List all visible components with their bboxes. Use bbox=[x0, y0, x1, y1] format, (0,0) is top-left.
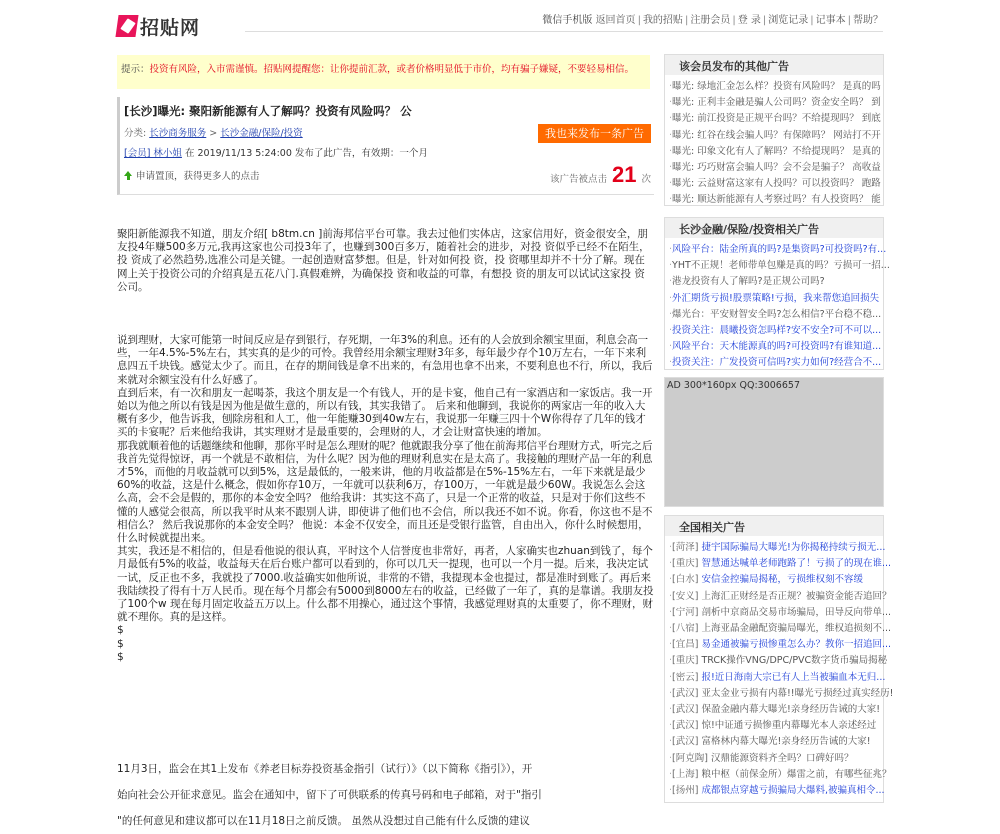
risk-notice bbox=[117, 55, 650, 89]
national-ad-link[interactable]: · [武汉] 保盈金融内幕大曝光!亲身经历告诫的大家! bbox=[669, 702, 879, 718]
nav-my-posts[interactable]: 我的招贴 bbox=[642, 15, 683, 26]
national-ad-link[interactable]: · [武汉] 亚太金业亏损有内幕!!曝光亏损经过真实经历! bbox=[669, 686, 879, 702]
national-ad-link[interactable]: · [武汉] 惊!中证通亏损惨重内幕曝光本人亲述经过 bbox=[669, 718, 879, 734]
nav-help[interactable]: 帮助？ bbox=[853, 15, 883, 26]
national-ad-link[interactable]: · [重庆] 智慧通达喊单老师跑路了！亏损了的现在谁... bbox=[669, 556, 879, 572]
panel-title: 长沙金融/保险/投资相关广告 bbox=[665, 218, 883, 238]
apply-top-link[interactable] bbox=[124, 168, 260, 182]
ad-placeholder-text: AD 300*160px QQ:3006657 bbox=[667, 380, 800, 391]
nav-history[interactable]: 浏览记录 bbox=[768, 15, 809, 26]
national-ad-link[interactable]: · [扬州] 成都银点穿越亏损骗局大爆料,被骗真相令... bbox=[669, 783, 879, 799]
nav-home[interactable]: 返回首页 bbox=[595, 15, 636, 26]
apply-top-text: 申请置顶，获得更多人的点击 bbox=[136, 171, 260, 182]
clicks-prefix: 该广告被点击 bbox=[549, 174, 607, 185]
national-ad-link[interactable]: · [宜昌] 易金通被骗亏损惨重怎么办？教你一招追回... bbox=[669, 637, 879, 653]
notice-label: 提示： bbox=[121, 64, 150, 75]
national-ads-panel bbox=[664, 515, 894, 803]
logo-icon bbox=[115, 15, 138, 37]
panel-title: 该会员发布的其他广告 bbox=[665, 55, 883, 75]
member-ad-link[interactable]: · 曝光: 印象文化有人了解吗？不给提现吗？ 是真的 bbox=[669, 144, 879, 160]
poster-link[interactable]: [会员] 林小姐 bbox=[124, 148, 182, 159]
national-ad-link[interactable]: · [重庆] TRCK操作VNG/DPC/PVC数字货币骗局揭秘 bbox=[669, 653, 879, 669]
category-link-finance[interactable]: 长沙金融/保险/投资 bbox=[220, 128, 303, 139]
national-ad-link[interactable]: · [安义] 上海汇正财经是否正规？被骗资金能否追回？ bbox=[669, 589, 879, 605]
article-paragraph: 其实，我还是不相信的，但是看他说的很认真，平时这个人信誉度也非常好，再者，人家确实也zhuan到钱了，每个月最低有5%的收益，收益每天在后台账户都可以看到的，你可以几天一提现，也可以一个月一提。后来，我决定试一试，反正也不多，我就投了7000.收益确实如他所说，非常的不错，我提现本金也提过，都是准时到账了。再后来我陆续投了得有十万人民币。现在每个月都会有5000到8000左右的收益，已经做了一年了，真的是靠谱。我朋友投了100个w 现在每月固定收益五万以上。什么都不用操心，通过这个事情，我感觉理财真的太重要了，你不理财，财就不理你。真的是这样。 bbox=[117, 545, 654, 624]
category-link-business[interactable]: 长沙商务服务 bbox=[149, 128, 207, 139]
article-paragraph: 始向社会公开征求意见。监会在通知中，留下了可供联系的传真号码和电子邮箱，对于"指引 bbox=[117, 789, 542, 802]
member-ad-link[interactable]: · 曝光: 正利丰金融是骗人公司吗？资金安全吗？ 到 bbox=[669, 95, 879, 111]
ad-banner-placeholder[interactable] bbox=[664, 377, 884, 507]
nav-register[interactable]: 注册会员 bbox=[690, 15, 731, 26]
related-ad-link[interactable]: · YHT不正规！老师带单包赚是真的吗？亏损可一招... bbox=[669, 258, 879, 274]
ad-title: [长沙]曝光: 聚阳新能源有人了解吗？投资有风险吗？ 公 bbox=[124, 104, 412, 118]
dollar-line: $ bbox=[117, 650, 124, 663]
related-ad-link[interactable]: · 投资关注：广发投资可信吗?实力如何?经营合不... bbox=[669, 355, 879, 371]
top-nav: 微信手机版 返回首页 | 我的招贴 | 注册会员 | 登 录 | 浏览记录 | 记事本 | 帮助？ bbox=[542, 15, 883, 26]
dollar-line: $ bbox=[117, 637, 124, 650]
nav-login[interactable]: 登 录 bbox=[737, 15, 761, 26]
national-ad-link[interactable]: · [密云] 报!近日海南大宗已有人上当被骗血本无归... bbox=[669, 670, 879, 686]
article-paragraph: 说到理财，大家可能第一时间反应是存到银行，存死期，一年3%的利息。还有的人会放到余额宝里面，利息会高一些，一年4.5%-5%左右，其实真的是少的可怜。我曾经用余额宝理财3年多，每年最少存个10万左右，一年下来利息四五千块钱。感觉太少了。而且，在存的期间钱是拿不出来的，有急用也拿不出来，不要利息也不行，所以，我后来就对余额宝没有什么好感了。 bbox=[117, 334, 653, 386]
related-ad-link[interactable]: · 外汇期货亏损!股票策略!亏损，我来帮您追回损失 bbox=[669, 291, 879, 307]
national-ad-link[interactable]: · [宁河] 剖析中京商品交易市场骗局，田导反向带单... bbox=[669, 605, 879, 621]
header-divider bbox=[245, 31, 883, 32]
site-logo[interactable] bbox=[117, 12, 217, 40]
member-ad-link[interactable]: · 曝光: 巧巧财富会骗人吗？会不会是骗子？ 高收益 bbox=[669, 160, 879, 176]
related-ad-link[interactable]: · 港龙投资有人了解吗?是正规公司吗? bbox=[669, 274, 879, 290]
member-ad-link[interactable]: · 曝光: 顺达新能源有人考察过吗？有人投资吗？ 能 bbox=[669, 192, 879, 208]
national-ad-link[interactable]: · [白水] 安信金控骗局揭秘，亏损维权刻不容缓 bbox=[669, 572, 879, 588]
article-paragraph: 11月3日，监会在其1上发布《养老目标券投资基金指引（试行）》（以下简称《指引》），开 bbox=[117, 763, 533, 776]
member-other-ads-panel bbox=[664, 54, 884, 206]
ad-info-box bbox=[117, 97, 654, 195]
clicks-count: 21 bbox=[612, 162, 637, 187]
member-ad-link[interactable]: · 曝光: 绿地汇金怎么样？投资有风险吗？ 是真的吗 bbox=[669, 79, 879, 95]
nav-wechat-mobile[interactable]: 微信手机版 bbox=[542, 15, 593, 26]
panel-title: 全国相关广告 bbox=[665, 516, 883, 536]
publish-ad-button[interactable]: 我也来发布一条广告 bbox=[538, 124, 651, 143]
breadcrumb-separator: > bbox=[209, 128, 218, 139]
notice-text: 投资有风险，入市需谨慎。招贴网提醒您：让你提前汇款，或者价格明显低于市价，均有骗子嫌疑，不要轻易相信。 bbox=[149, 64, 635, 75]
logo-text: 招贴网 bbox=[140, 16, 201, 39]
related-ads-panel bbox=[664, 217, 890, 370]
national-ad-link[interactable]: · [八宿] 上海亚晶金融配资骗局曝光，维权追损刻不... bbox=[669, 621, 879, 637]
arrow-up-icon bbox=[124, 171, 132, 176]
poster-info bbox=[124, 145, 428, 159]
article-paragraph: 聚阳新能源我不知道，朋友介绍[ b8tm.cn ]前海邦信平台可靠。我去过他们实体店，这家信用好，资金很安全，朋友投4年赚500多万元,我再这家也公司投3年了，也赚到300百多万，随着社会的进步，对投 资似乎已经不在陌生，投 资成了必然趋势,选准公司是关键。一起创造财富梦想。但是，针对如何投 资，投 资哪里却并不十分了解。现在网上关于投资公司的介绍真是五花八门.真假难辨，为确保投 资和收益的可靠，有想投 资的朋友可以试试这家投 资公司。 bbox=[117, 228, 650, 293]
nav-notebook[interactable]: 记事本 bbox=[815, 15, 846, 26]
national-ad-link[interactable]: · [阿克陶] 汉鼎能源资料齐全吗？口碑好吗？ bbox=[669, 751, 879, 767]
breadcrumb bbox=[124, 125, 303, 139]
member-ad-link[interactable]: · 曝光: 红谷在线会骗人吗？有保障吗？ 网站打不开 bbox=[669, 128, 879, 144]
post-date-info: 在 2019/11/13 5:24:00 发布了此广告，有效期：一个月 bbox=[184, 148, 428, 159]
related-ad-link[interactable]: · 爆光台：平安财智安全吗?怎么相信?平台稳不稳... bbox=[669, 307, 879, 323]
article-body bbox=[117, 228, 654, 834]
clicks-suffix: 次 bbox=[641, 174, 651, 185]
article-paragraph: 那我就顺着他的话题继续和他聊，那你平时是怎么理财的呢？他就跟我分享了他在前海邦信平台理财方式，听完之后我首先觉得惊讶，再一个就是不敢相信，为什么呢？因为他的理财利息实在是太高了。我接触的理财产品一年的利息才5%，而他的月收益就可以到5%，这是最低的，一般来讲，他的月收益都是在5%-15%左右，一年下来就是最少60%的收益，这是什么概念，假如你存10万，一年就可以获利6万，存100万，一年就是最少60W。我说怎么会这么高，会不会是假的，那你的本金安全吗？ 他给我讲：其实这不高了，只是一个正常的收益，只是对于你们这些不懂的人感觉会很高，所以我平时从来不跟别人讲，即使讲了他们也不会信，所以我还不如不说。你看，你这也不是不相信么？ 然后我说那你的本金安全吗？ 他说：本金不仅安全，而且还是受银行监管，自由出入，你什么时候想用，什么时候就提出来。 bbox=[117, 439, 653, 545]
article-paragraph: 直到后来，有一次和朋友一起喝茶，我这个朋友是一个有钱人，开的是卡宴，他自己有一家酒店和一家饭店。我一开始以为他之所以有钱是因为他是做生意的，所以有钱，其实我错了。 后来和他聊到，我说你的两家店一年的收入大概有多少，他告诉我，刨除房租和人工，他一年能赚30到40w左右，我说那一年赚三四十个W你得存了几年的钱才买的卡宴呢？后来他给我讲，其实理财才是最重要的，会理财的人，才会让财富快速的增加。 bbox=[117, 386, 653, 439]
dollar-line: $ bbox=[117, 624, 124, 637]
related-ad-link[interactable]: · 风险平台：陆金所真的吗?是集资吗?可投资吗?有... bbox=[669, 242, 879, 258]
click-counter bbox=[550, 162, 651, 188]
related-ad-link[interactable]: · 投资关注：晨曦投资怎吗样?安不安全?可不可以... bbox=[669, 323, 879, 339]
national-ad-link[interactable]: · [武汉] 富格林内幕大曝光!亲身经历告诫的大家! bbox=[669, 734, 879, 750]
national-ad-link[interactable]: · [上海] 粮中枢（前保金所）爆雷之前，有哪些征兆？ bbox=[669, 767, 879, 783]
related-ad-link[interactable]: · 风险平台：天木能源真的吗?可投资吗?有谁知道... bbox=[669, 339, 879, 355]
member-ad-link[interactable]: · 曝光: 前江投资是正规平台吗？不给提现吗？ 到底 bbox=[669, 111, 879, 127]
national-ad-link[interactable]: · [菏泽] 捷宇国际骗局大曝光!为你揭秘持续亏损无... bbox=[669, 540, 879, 556]
category-label: 分类: bbox=[124, 128, 147, 139]
article-paragraph: "的任何意见和建议都可以在11月18日之前反馈。 虽然从没想过自己能有什么反馈的建议 bbox=[117, 815, 530, 828]
member-ad-link[interactable]: · 曝光: 云益财富这家有人投吗？可以投资吗？ 跑路 bbox=[669, 176, 879, 192]
